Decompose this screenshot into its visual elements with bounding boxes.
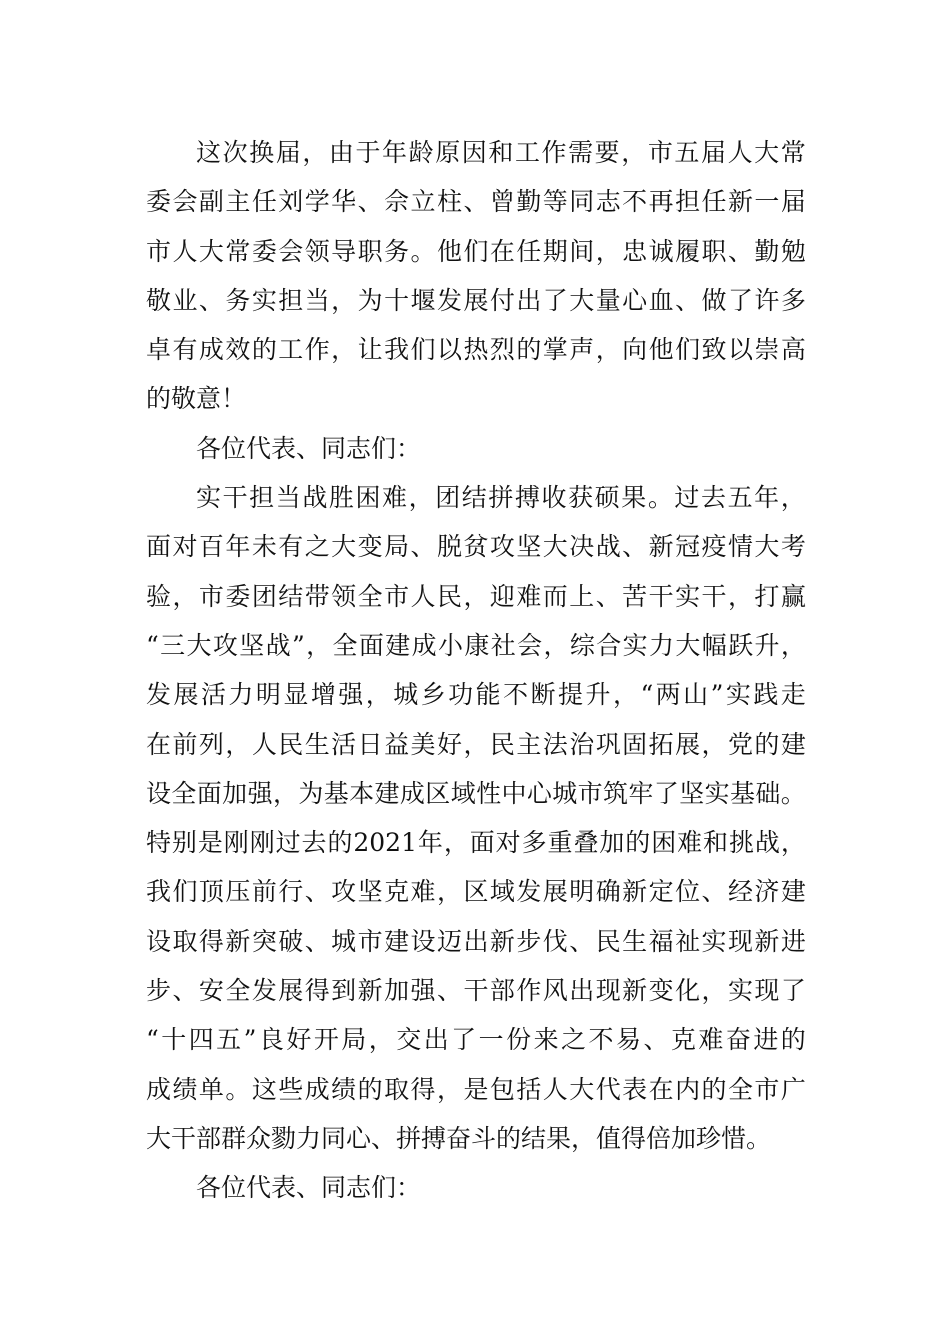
text-line: 我 们 顶 压 前 行 、 攻 坚 克 难 ， 区 域 发 展 明 确 新 定 位 、 经 济 建 — [146, 877, 806, 907]
text-line: 面 对 百 年 未 有 之 大 变 局 、 脱 贫 攻 坚 大 决 战 、 新 冠 疫 情 大 考 — [146, 532, 806, 562]
text-line: 市 人 大 常 委 会 领 导 职 务 。 他 们 在 任 期 间 ， 忠 诚 履 职 、 勤 勉 — [146, 236, 806, 266]
text-line: 特 别 是 刚 刚 过 去 的 2021 年 ， 面 对 多 重 叠 加 的 困 难 和 挑 战 ， — [146, 828, 806, 858]
text-line: 的敬意！ — [146, 384, 247, 414]
text-line: 敬 业 、 务 实 担 当 ， 为 十 堰 发 展 付 出 了 大 量 心 血 、 做 了 许 多 — [146, 285, 806, 315]
text-line: 这 次 换 届 ， 由 于 年 龄 原 因 和 工 作 需 要 ， 市 五 届 人 大 常 — [196, 138, 806, 167]
text-line: 委 会 副 主 任 刘 学 华 、 佘 立 柱 、 曾 勤 等 同 志 不 再 担 任 新 一 届 — [146, 187, 806, 217]
text-line: 实 干 担 当 战 胜 困 难 ， 团 结 拼 搏 收 获 硕 果 。 过 去 五 年 ， — [196, 483, 806, 513]
text-line: 验 ， 市 委 团 结 带 领 全 市 人 民 ， 迎 难 而 上 、 苦 干 实 干 ， 打 赢 — [146, 581, 806, 611]
text-line: 卓 有 成 效 的 工 作 ， 让 我 们 以 热 烈 的 掌 声 ， 向 他 们 致 以 崇 高 — [146, 335, 806, 365]
salutation: 各位代表、同志们： — [196, 433, 422, 463]
text-line: 设 全 面 加 强 ， 为 基 本 建 成 区 域 性 中 心 城 市 筑 牢 了 坚 实 基 础 。 — [146, 778, 806, 808]
text-line: 在 前 列 ， 人 民 生 活 日 益 美 好 ， 民 主 法 治 巩 固 拓 展 ， 党 的 建 — [146, 729, 806, 759]
document-body — [146, 128, 806, 1213]
text-line: “ 三 大 攻 坚 战 ” ， 全 面 建 成 小 康 社 会 ， 综 合 实 力 大 幅 跃 升 ， — [146, 630, 806, 660]
text-line: 设 取 得 新 突 破 、 城 市 建 设 迈 出 新 步 伐 、 民 生 福 祉 实 现 新 进 — [146, 926, 806, 956]
text-line: “ 十 四 五 ” 良 好 开 局 ， 交 出 了 一 份 来 之 不 易 、 克 难 奋 进 的 — [146, 1025, 806, 1055]
text-line: 大干部群众勠力同心、拼搏奋斗的结果，值得倍加珍惜。 — [146, 1123, 772, 1153]
salutation: 各位代表、同志们： — [196, 1173, 422, 1203]
text-line: 成 绩 单 。 这 些 成 绩 的 取 得 ， 是 包 括 人 大 代 表 在 内 的 全 市 广 — [146, 1074, 806, 1104]
text-line: 步 、 安 全 发 展 得 到 新 加 强 、 干 部 作 风 出 现 新 变 化 ， 实 现 了 — [146, 976, 806, 1006]
text-line: 发 展 活 力 明 显 增 强 ， 城 乡 功 能 不 断 提 升 ， “ 两 山 ” 实 践 走 — [146, 680, 806, 710]
